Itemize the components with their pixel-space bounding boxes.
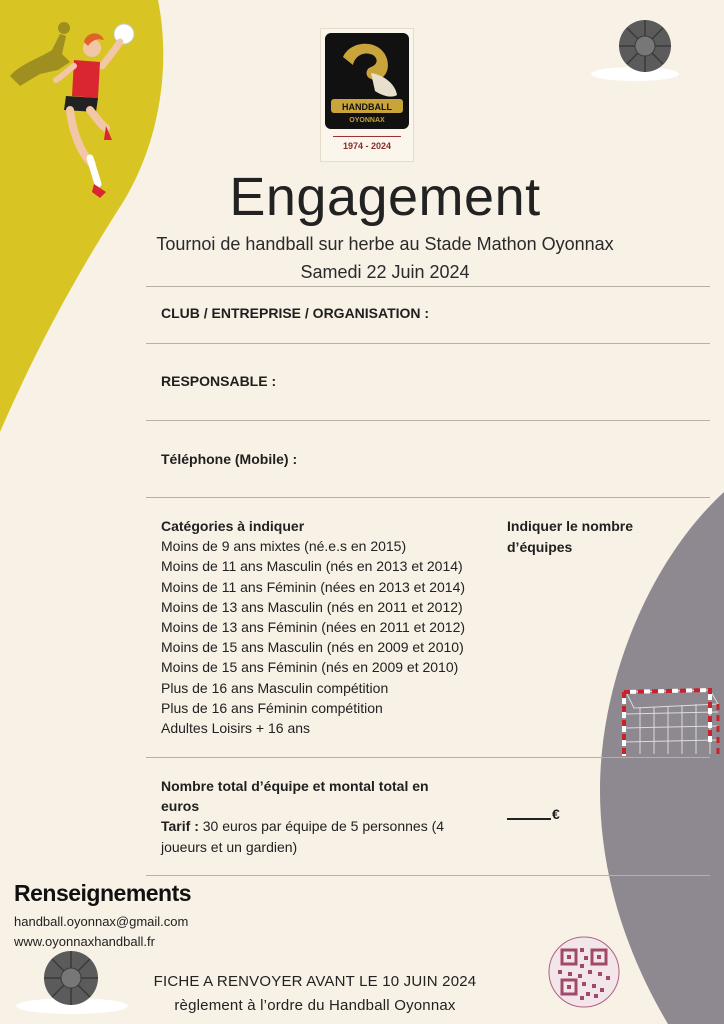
logo-years: 1974 - 2024 [342, 141, 392, 151]
logo-text: HANDBALL [342, 102, 392, 112]
footer [120, 970, 510, 1018]
list-item: Moins de 13 ans Masculin (nés en 2011 et 2012) [161, 598, 463, 615]
euro-amount-field[interactable] [507, 806, 560, 822]
divider [146, 343, 710, 344]
handball-ball-icon [590, 16, 680, 86]
handball-ball-icon [14, 948, 134, 1018]
subtitle-line1: Tournoi de handball sur herbe au Stade Mathon Oyonnax [156, 234, 614, 254]
teams-count-note [507, 516, 657, 557]
teams-note-line1: Indiquer le nombre [507, 518, 634, 534]
logo-divider [333, 136, 401, 137]
responsable-field-label: RESPONSABLE : [161, 373, 277, 389]
divider [146, 497, 710, 498]
ram-logo-icon [321, 29, 413, 133]
telephone-field-label: Téléphone (Mobile) : [161, 451, 298, 467]
list-item: Plus de 16 ans Masculin compétition [161, 679, 389, 696]
footer-deadline: FICHE A RENVOYER AVANT LE 10 JUIN 2024 [153, 973, 477, 990]
list-item: Moins de 13 ans Féminin (nées en 2011 et 2012) [161, 619, 466, 636]
page-title: Engagement [229, 167, 541, 227]
svg-text:OYONNAX: OYONNAX [349, 117, 385, 124]
tarif-text: 30 euros par équipe de 5 personnes (4 joueurs et un gardien) [161, 818, 445, 855]
tarif-line [161, 816, 461, 856]
list-item: Adultes Loisirs + 16 ans [161, 720, 311, 737]
list-item: Moins de 11 ans Féminin (nées en 2013 et 2014) [161, 578, 466, 595]
subtitle-line2: Samedi 22 Juin 2024 [300, 262, 470, 282]
club-logo [320, 28, 414, 162]
list-item: Plus de 16 ans Féminin compétition [161, 699, 383, 716]
categories-heading: Catégories à indiquer [161, 518, 305, 534]
list-item: Moins de 11 ans Masculin (nés en 2013 et 2014) [161, 558, 463, 575]
footer-payment: règlement à l’ordre du Handball Oyonnax [174, 997, 456, 1014]
email-link[interactable]: handball.oyonnax@gmail.com [14, 914, 189, 929]
divider [146, 420, 710, 421]
total-label: Nombre total d’équipe et montal total en euros [161, 778, 429, 815]
categories-list [161, 516, 465, 738]
qr-code[interactable] [548, 936, 620, 1008]
page-subtitle [0, 230, 724, 286]
teams-note-line2: d’équipes [507, 538, 573, 555]
divider [146, 875, 710, 876]
euro-sign: € [552, 806, 560, 822]
list-item: Moins de 15 ans Féminin (nés en 2009 et 2010) [161, 659, 459, 676]
info-title: Renseignements [14, 880, 192, 906]
list-item: Moins de 15 ans Masculin (nés en 2009 et 2010) [161, 639, 464, 656]
total-section [161, 776, 461, 857]
amount-blank-line [507, 818, 551, 820]
handball-goal-icon [618, 684, 722, 762]
tarif-label: Tarif : [161, 818, 199, 835]
list-item: Moins de 9 ans mixtes (né.e.s en 2015) [161, 538, 407, 555]
website-link[interactable]: www.oyonnaxhandball.fr [14, 934, 155, 949]
divider [146, 286, 710, 287]
club-field-label: CLUB / ENTREPRISE / ORGANISATION : [161, 305, 430, 321]
